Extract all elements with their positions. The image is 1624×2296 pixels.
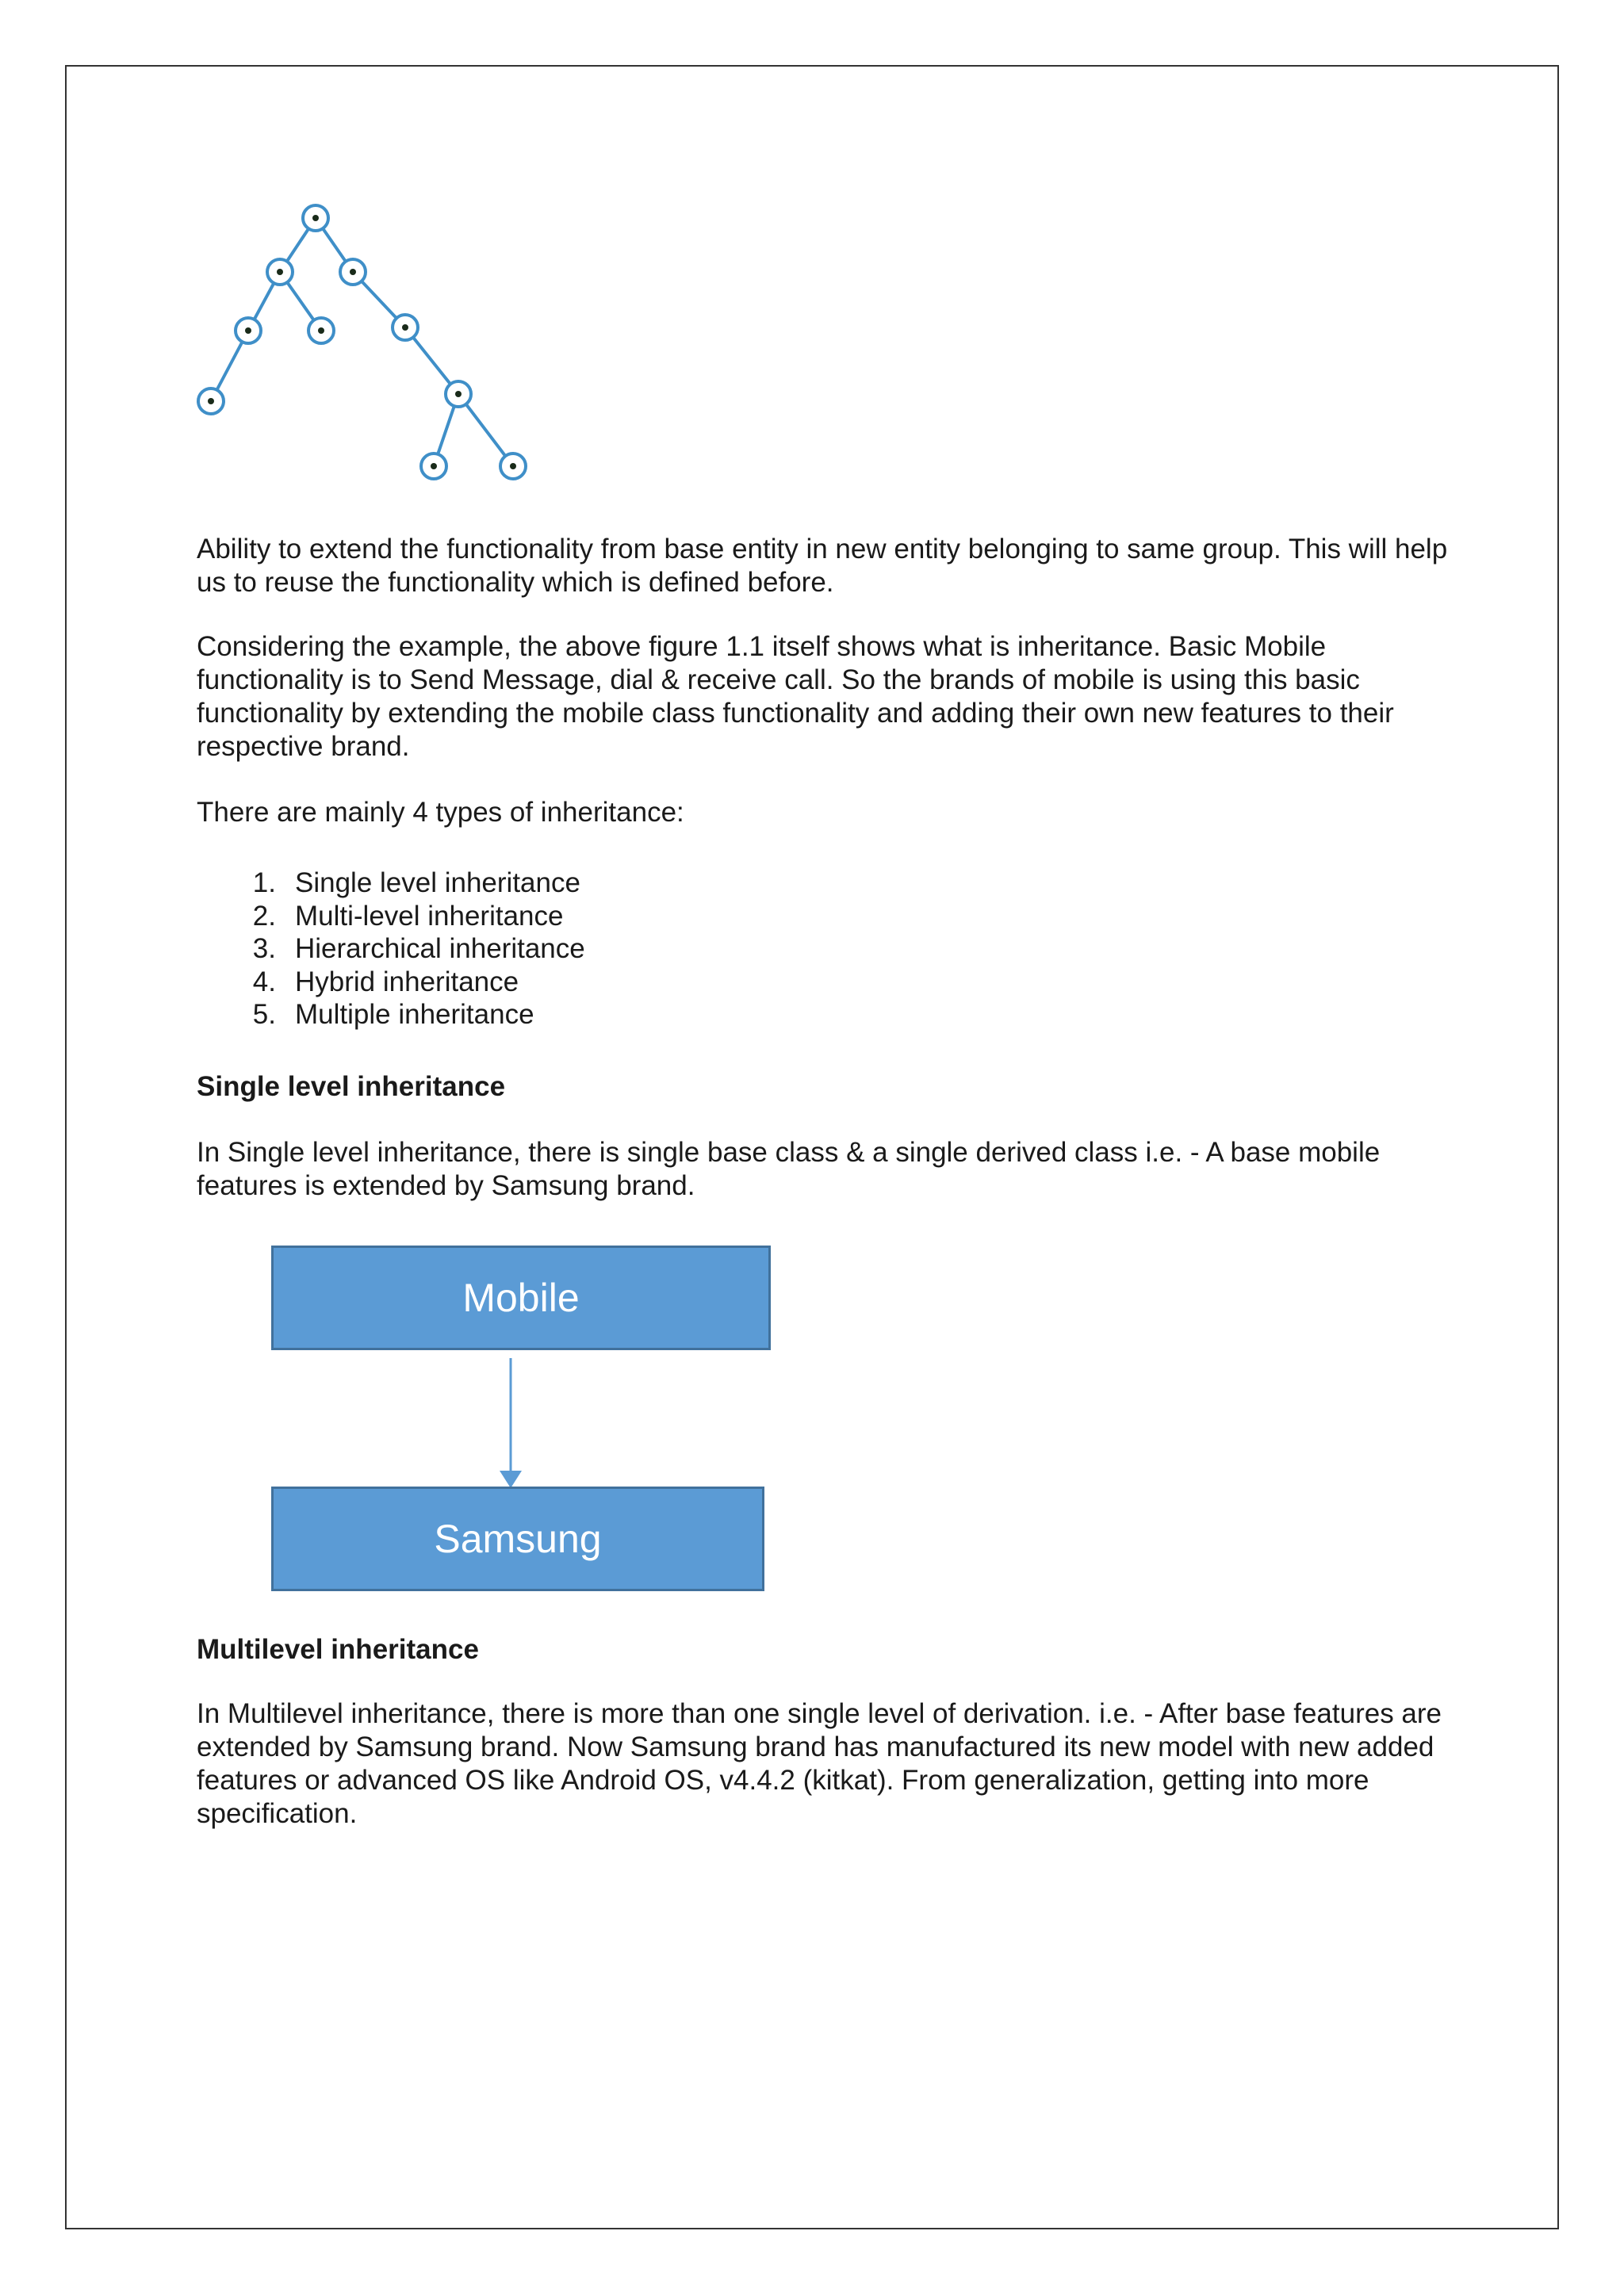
list-item-number: 4.: [252, 966, 276, 997]
list-item-label: Hybrid inheritance: [295, 966, 519, 997]
single-level-paragraph: In Single level inheritance, there is single base class & a single derived class i.e. - A base mobile features is extended by Samsung brand.: [197, 1137, 1381, 1201]
samsung-class-label: Samsung: [434, 1517, 602, 1561]
multilevel-heading: Multilevel inheritance: [197, 1634, 479, 1665]
mobile-class-label: Mobile: [462, 1276, 580, 1320]
intro-paragraph-1: Ability to extend the functionality from base entity in new entity belonging to same group. This will help us to reuse the functionality which is defined before.: [197, 534, 1448, 598]
list-item-label: Multi-level inheritance: [295, 900, 564, 932]
single-level-diagram: [262, 1241, 793, 1598]
samsung-class-box: [271, 1487, 764, 1591]
list-item: [197, 867, 585, 900]
tree-node: [236, 318, 261, 343]
list-item: [197, 966, 585, 999]
tree-node: [267, 259, 293, 285]
list-item: [197, 932, 585, 966]
list-item-number: 2.: [252, 900, 276, 932]
list-item-label: Single level inheritance: [295, 867, 580, 898]
list-item-label: Multiple inheritance: [295, 999, 534, 1030]
tree-node: [340, 259, 366, 285]
tree-nodes: [198, 205, 526, 479]
tree-node: [500, 453, 526, 479]
intro-paragraph-3: There are mainly 4 types of inheritance:: [197, 797, 684, 828]
list-item: [197, 900, 585, 933]
list-item: [197, 998, 585, 1031]
mobile-class-box: [271, 1246, 771, 1350]
tree-node-root: [303, 205, 328, 231]
multilevel-paragraph: In Multilevel inheritance, there is more than one single level of derivation. i.e. - After base features are extended by Samsung brand. Now Samsung brand has manufactured its new model with new added features or advanced OS like Android OS, v4.4.2 (kitkat). From generalization, getting into more specification.: [197, 1698, 1442, 1829]
tree-node: [393, 315, 418, 340]
inheritance-types-list: [197, 867, 585, 1031]
tree-figure: [190, 194, 539, 496]
list-item-label: Hierarchical inheritance: [295, 933, 585, 964]
tree-node: [198, 388, 224, 414]
tree-node: [446, 381, 471, 407]
tree-node: [308, 318, 334, 343]
single-level-heading: Single level inheritance: [197, 1071, 506, 1102]
list-item-number: 5.: [252, 999, 276, 1030]
list-item-number: 1.: [252, 867, 276, 898]
list-item-number: 3.: [252, 933, 276, 964]
tree-node: [421, 453, 446, 479]
intro-paragraph-2: Considering the example, the above figure 1.1 itself shows what is inheritance. Basic Mobile functionality is to Send Message, dial & receive call. So the brands of mobile is using this basic functionality by extending the mobile class functionality and adding their own new features to their respective brand.: [197, 631, 1394, 762]
